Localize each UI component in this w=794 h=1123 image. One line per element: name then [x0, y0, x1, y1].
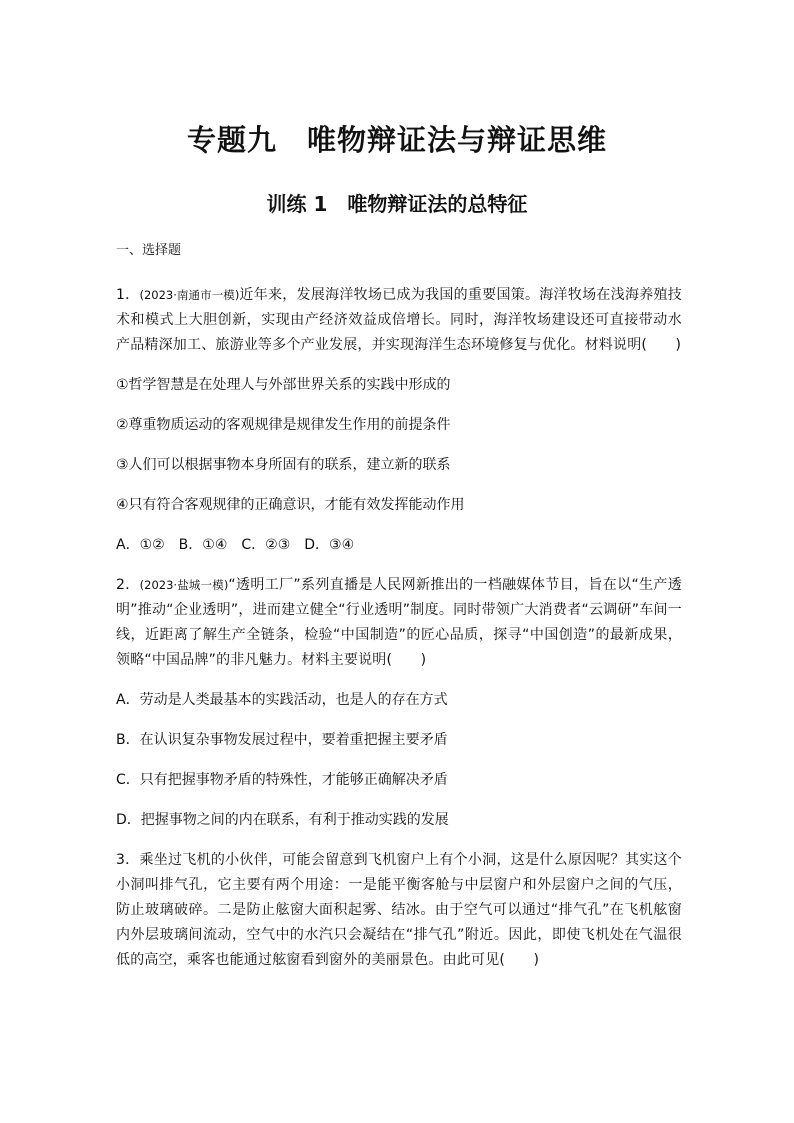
document-body: [116, 238, 682, 988]
question-2-option-c: C．只有把握事物矛盾的特殊性，才能够正确解决矛盾: [116, 772, 448, 788]
question-number: 2．: [116, 577, 140, 593]
question-source: (2023·南通市一模): [139, 288, 240, 302]
question-1-statement-4: ④只有符合客观规律的正确意识，才能有效发挥能动作用: [116, 497, 465, 513]
question-text: 乘坐过飞机的小伙伴，可能会留意到飞机窗户上有个小洞，这是什么原因呢？其实这个小洞叫排气孔，它主要有两个用途：一是能平衡客舱与中层窗户和外层窗户之间的气压，防止玻璃破碎。二是防止舷窗大面积起雾、结冰。由于空气可以通过“排气孔”在飞机舷窗内外层玻璃间流动，空气中的水汽只会凝结在“排气孔”附近。因此，即使飞机处在气温很低的高空，乘客也能通过舷窗看到窗外的美丽景色。由此可见( ): [116, 852, 682, 968]
question-2-option-d: D．把握事物之间的内在联系，有利于推动实践的发展: [116, 812, 449, 828]
question-2-option-b: B．在认识复杂事物发展过程中，要着重把握主要矛盾: [116, 732, 448, 748]
question-2-option-a: A．劳动是人类最基本的实践活动，也是人的存在方式: [116, 692, 448, 708]
question-number: 3．: [116, 852, 140, 868]
page-subtitle: 训练 1 唯物辩证法的总特征: [266, 192, 528, 216]
question-1-statement-1: ①哲学智慧是在处理人与外部世界关系的实践中形成的: [116, 377, 451, 393]
question-2-stem: [116, 573, 682, 673]
question-1-statement-2: ②尊重物质运动的客观规律是规律发生作用的前提条件: [116, 417, 451, 433]
question-number: 1．: [116, 287, 140, 303]
section-heading: 一、选择题: [116, 243, 182, 258]
question-1-options: A．①② B．①④ C．②③ D．③④: [116, 537, 355, 553]
question-3-stem: [116, 848, 682, 973]
question-1-stem: [116, 283, 682, 358]
question-text: 近年来，发展海洋牧场已成为我国的重要国策。海洋牧场在浅海养殖技术和模式上大胆创新，实现由产经济效益成倍增长。同时，海洋牧场建设还可直接带动水产品精深加工、旅游业等多个产业发展，并实现海洋生态环境修复与优化。材料说明( ): [116, 287, 682, 353]
page-title: 专题九 唯物辩证法与辩证思维: [186, 123, 607, 157]
question-source: (2023·盐城一模): [139, 578, 229, 592]
question-1-statement-3: ③人们可以根据事物本身所固有的联系，建立新的联系: [116, 457, 451, 473]
question-text: “透明工厂”系列直播是人民网新推出的一档融媒体节目，旨在以“生产透明”推动“企业透明”，进而建立健全“行业透明”制度。同时带领广大消费者“云调研”车间一线，近距离了解生产全链条，检验“中国制造”的匠心品质，探寻“中国创造”的最新成果，领略“中国品牌”的非凡魅力。材料主要说明( ): [116, 577, 682, 668]
